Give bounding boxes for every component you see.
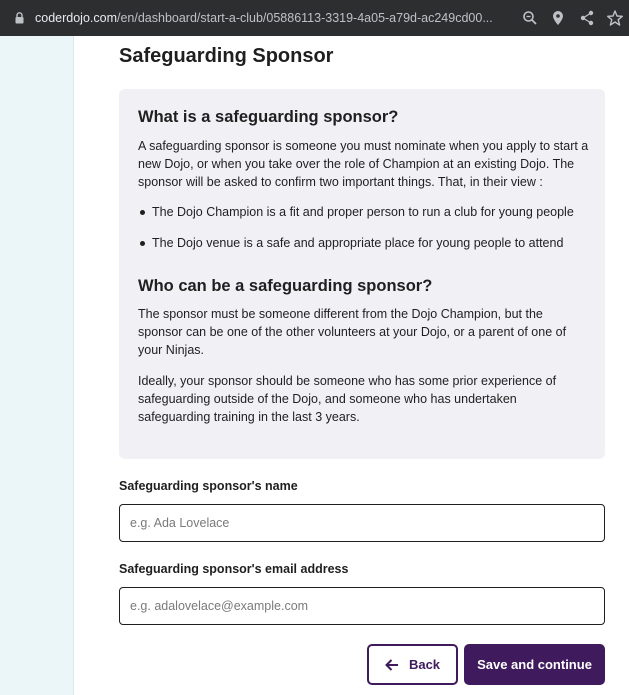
sponsor-email-input[interactable] — [119, 587, 605, 625]
save-and-continue-button[interactable] — [464, 644, 605, 685]
browser-url-bar — [0, 0, 629, 36]
sidebar — [0, 36, 74, 695]
heading-who-can-be-sponsor: Who can be a safeguarding sponsor? — [138, 277, 433, 295]
back-button-label: Back — [408, 657, 441, 672]
location-icon[interactable] — [549, 9, 567, 27]
list-item: The Dojo Champion is a fit and proper person to run a club for young people — [138, 203, 590, 221]
paragraph-sponsor-experience: Ideally, your sponsor should be someone who has some prior experience of safeguarding outside of the Dojo, and someone who has undertaken safeguarding training in the last 3 years. — [138, 374, 557, 424]
paragraph-what-is-sponsor: A safeguarding sponsor is someone you must nominate when you apply to start a new Dojo, or when you take over the role of Champion at an existing Dojo. The sponsor will be asked to confirm two important things. That, in their view : — [138, 139, 589, 189]
lock-icon — [15, 12, 24, 24]
star-icon[interactable] — [606, 9, 624, 27]
confirmation-list — [138, 203, 590, 265]
back-button[interactable] — [367, 644, 458, 685]
sponsor-email-label: Safeguarding sponsor's email address — [119, 562, 349, 576]
paragraph-who-can-be-sponsor: The sponsor must be someone different from the Dojo Champion, but the sponsor can be one of the other volunteers at your Dojo, or a parent of one of your Ninjas. — [138, 307, 567, 357]
heading-what-is-sponsor: What is a safeguarding sponsor? — [138, 108, 399, 126]
info-panel — [119, 89, 605, 459]
page-title: Safeguarding Sponsor — [119, 45, 334, 67]
arrow-left-icon — [385, 659, 399, 671]
url-host: coderdojo.com — [35, 11, 117, 25]
list-item: The Dojo venue is a safe and appropriate place for young people to attend — [138, 234, 590, 252]
share-icon[interactable] — [578, 9, 596, 27]
save-button-label: Save and continue — [477, 657, 592, 672]
url-text[interactable] — [35, 0, 513, 36]
sponsor-name-label: Safeguarding sponsor's name — [119, 479, 298, 493]
zoom-icon[interactable] — [521, 9, 539, 27]
sponsor-name-input[interactable] — [119, 504, 605, 542]
url-path: /en/dashboard/start-a-club/05886113-3319-4a05-a79d-ac249cd00... — [117, 11, 493, 25]
